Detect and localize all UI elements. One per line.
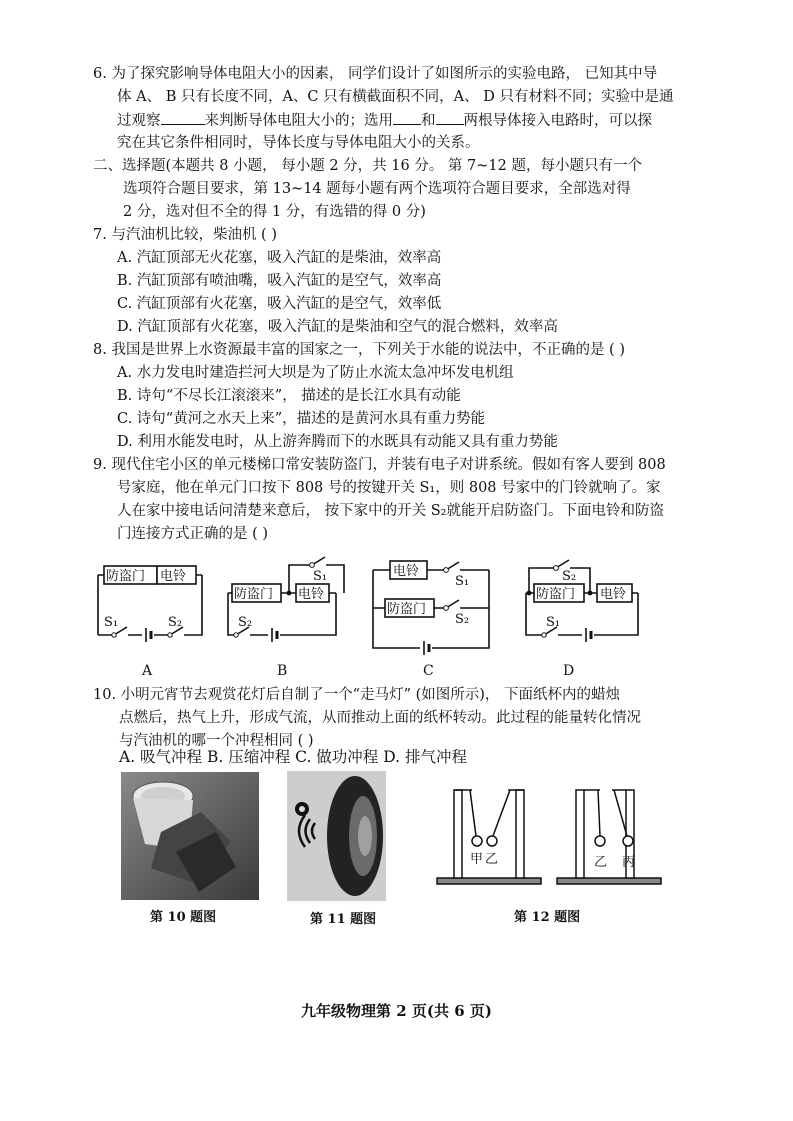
circuit-a-bell: 电铃	[160, 569, 187, 584]
q10-options: A. 吸气冲程 B. 压缩冲程 C. 做功冲程 D. 排气冲程	[119, 748, 467, 766]
figure-11-caption: 第 11 题图	[310, 912, 377, 927]
circuit-c-s1: S₁	[455, 574, 470, 589]
q7-option-a: A. 汽缸顶部无火花塞，吸入汽缸的是柴油，效率高	[117, 250, 442, 266]
page-footer: 九年级物理第 2 页(共 6 页)	[301, 1002, 492, 1020]
q6-line3-part4: 两根导体接入电路时，可以探	[463, 113, 652, 129]
answer-blank-3[interactable]	[436, 110, 464, 125]
q7-option-c: C. 汽缸顶部有火花塞，吸入汽缸的是空气，效率低	[117, 296, 442, 312]
pendulum-diagram	[432, 778, 667, 888]
section2-line2: 选项符合题目要求，第 13~14 题每小题有两个选项符合题目要求，全部选对得	[123, 181, 631, 197]
section2-line3: 2 分，选对但不全的得 1 分，有选错的得 0 分)	[123, 204, 426, 220]
section2-line1: 二、选择题(本题共 8 小题， 每小题 2 分，共 16 分。 第 7~12 题，每小题只有一个	[93, 158, 642, 174]
q10-line2: 点燃后，热气上升，形成气流，从而推动上面的纸杯转动。此过程的能量转化情况	[119, 710, 641, 726]
q9-line2: 号家庭，他在单元门口按下 808 号的按键开关 S₁，则 808 号家中的门铃就响了。家	[117, 480, 661, 496]
circuit-d-s1: S₁	[546, 615, 561, 630]
lantern-photo	[121, 772, 259, 900]
q8-option-c: C. 诗句“黄河之水天上来”，描述的是黄河水具有重力势能	[117, 411, 486, 427]
q8-option-d: D. 利用水能发电时，从上游奔腾而下的水既具有动能又具有重力势能	[117, 434, 558, 450]
circuit-label-a: A	[142, 663, 153, 679]
q10-line3: 与汽油机的哪一个冲程相同 ( )	[119, 733, 314, 749]
circuit-a-door: 防盗门	[106, 569, 146, 584]
tire-photo	[287, 771, 386, 901]
q9-line4: 门连接方式正确的是 ( )	[117, 526, 269, 542]
q9-line3: 人在家中接电话问清楚来意后， 按下家中的开关 S₂就能开启防盗门。下面电铃和防盗	[117, 503, 664, 519]
circuit-a-s1: S₁	[104, 615, 119, 630]
circuit-d-door: 防盗门	[536, 587, 576, 602]
label-yi-right: 乙	[594, 855, 608, 870]
label-jia: 甲	[470, 852, 484, 867]
answer-blank-1[interactable]	[161, 110, 205, 125]
q6-line3-part1: 过观察	[117, 113, 161, 129]
q7-stem: 7. 与汽油机比较，柴油机 ( )	[93, 227, 277, 243]
q6-line3-part2: 来判断导体电阻大小的；选用	[204, 113, 393, 129]
q6-line2: 体 A、 B 只有长度不同，A、C 只有横截面积不同，A、 D 只有材料不同；实验中是通	[117, 89, 674, 105]
q6-line4: 究在其它条件相同时，导体长度与导体电阻大小的关系。	[117, 135, 480, 151]
circuit-c-bell: 电铃	[393, 564, 420, 579]
label-bing: 丙	[622, 855, 636, 870]
circuit-label-d: D	[563, 663, 575, 679]
figure-10-caption: 第 10 题图	[150, 910, 217, 925]
circuit-b-s2: S₂	[238, 615, 253, 630]
circuit-label-b: B	[277, 663, 288, 679]
circuit-d-s2: S₂	[562, 569, 577, 584]
circuit-b-s1: S₁	[313, 569, 328, 584]
circuit-label-c: C	[423, 663, 434, 679]
q7-option-d: D. 汽缸顶部有火花塞，吸入汽缸的是柴油和空气的混合燃料，效率高	[117, 319, 558, 335]
circuit-a-s2: S₂	[168, 615, 183, 630]
figure-12-caption: 第 12 题图	[514, 910, 581, 925]
circuit-c-door: 防盗门	[387, 602, 427, 617]
q10-line1: 10. 小明元宵节去观赏花灯后自制了一个“走马灯” (如图所示)， 下面纸杯内的蜡烛	[93, 687, 621, 703]
q8-option-b: B. 诗句“不尽长江滚滚来”， 描述的是长江水具有动能	[117, 388, 461, 404]
q6-line1: 6. 为了探究影响导体电阻大小的因素， 同学们设计了如图所示的实验电路， 已知其中导	[93, 66, 658, 82]
q9-line1: 9. 现代住宅小区的单元楼梯口常安装防盗门，并装有电子对讲系统。假如有客人要到 808	[93, 457, 666, 473]
label-yi-left: 乙	[485, 852, 499, 867]
q8-option-a: A. 水力发电时建造拦河大坝是为了防止水流太急冲坏发电机组	[117, 365, 514, 381]
circuit-c-s2: S₂	[455, 612, 470, 627]
q6-line3-part3: 和	[421, 113, 436, 129]
circuit-diagrams	[0, 540, 793, 685]
q6-line3	[117, 110, 652, 131]
q8-stem: 8. 我国是世界上水资源最丰富的国家之一，下列关于水能的说法中，不正确的是 ( )	[93, 342, 625, 358]
circuit-b-door: 防盗门	[234, 587, 274, 602]
circuit-d-bell: 电铃	[600, 587, 627, 602]
answer-blank-2[interactable]	[393, 110, 421, 125]
circuit-b-bell: 电铃	[298, 587, 325, 602]
q7-option-b: B. 汽缸顶部有喷油嘴，吸入汽缸的是空气，效率高	[117, 273, 442, 289]
